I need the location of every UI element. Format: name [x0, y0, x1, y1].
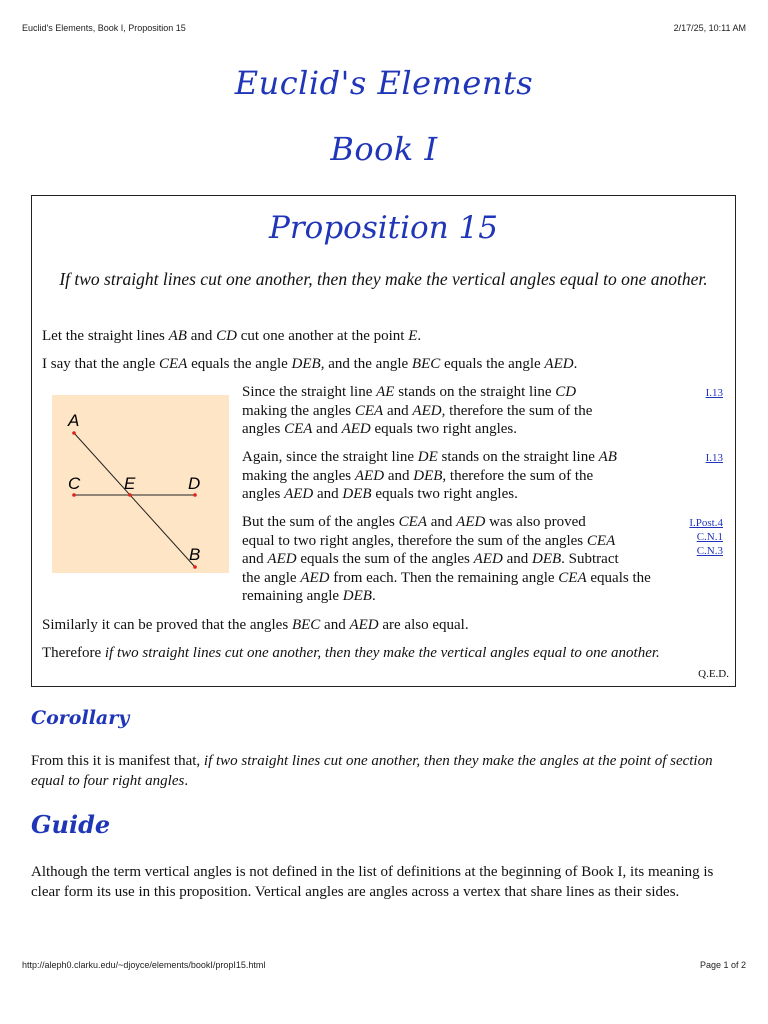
italic-term: E	[408, 328, 418, 344]
italic-term: CEA	[159, 356, 188, 372]
guide-text: Although the term vertical angles is not defined in the list of definitions at the beginning of Book I, its meaning is clear form its use in this proposition. Vertical angles are angles across a vertex that share lines as their sides.	[31, 864, 714, 900]
italic-term: AED	[349, 617, 379, 633]
reference-link[interactable]: I.Post.4	[689, 517, 723, 529]
italic-term: CEA	[558, 569, 587, 586]
italic-term: CEA	[586, 532, 616, 549]
proof-line: the angle AED from each. Then the remaining angle CEA equals the	[242, 569, 651, 586]
label-E: E	[124, 474, 136, 493]
proof-step-3	[242, 513, 682, 606]
print-header-datetime: 2/17/25, 10:11 AM	[673, 23, 746, 33]
proof-line: But the sum of the angles CEA and AED was also proved	[242, 514, 586, 530]
italic-term: AED	[456, 514, 486, 530]
reference-link[interactable]: C.N.3	[696, 545, 723, 557]
qed-mark: Q.E.D.	[698, 668, 729, 680]
proposition-figure	[52, 395, 229, 573]
italic-term: AED	[267, 551, 297, 567]
label-A: A	[68, 411, 80, 430]
label-B: B	[189, 545, 201, 564]
figure-diagram	[52, 395, 229, 573]
proof-step-1	[242, 383, 682, 439]
statement-setup: Let the straight lines AB and CD cut one another at the point E.	[42, 328, 422, 344]
page-title: Euclid's Elements	[234, 64, 534, 102]
proposition-title: Proposition 15	[269, 210, 498, 246]
book-title: Book I	[330, 130, 438, 168]
italic-term: AB	[168, 328, 187, 344]
print-footer-url: http://aleph0.clarku.edu/~djoyce/elements/bookI/propI15.html	[22, 960, 266, 970]
italic-term: CEA	[284, 421, 313, 437]
proposition-box	[31, 195, 736, 687]
reference-link[interactable]: I.13	[705, 387, 723, 399]
italic-term: DEB	[531, 551, 562, 567]
print-header-title: Euclid's Elements, Book I, Proposition 15	[22, 23, 186, 33]
proof-step-2	[242, 448, 682, 504]
proof-line: Since the straight line AE stands on the straight line CD	[242, 384, 577, 400]
italic-term: BEC	[411, 356, 441, 372]
proposition-enunciation: If two straight lines cut one another, then they make the vertical angles equal to one another.	[59, 269, 708, 289]
italic-term: AED	[354, 467, 385, 484]
corollary-heading: Corollary	[31, 707, 130, 729]
label-C: C	[68, 474, 81, 493]
proof-line: angles CEA and AED equals two right angles.	[242, 421, 517, 437]
italic-term: CD	[216, 328, 237, 344]
italic-term: AED	[284, 486, 314, 502]
italic-term: DEB	[342, 588, 372, 604]
italic-term: DEB	[291, 356, 321, 372]
similarly-statement: Similarly it can be proved that the angles BEC and AED are also equal.	[42, 617, 469, 633]
proof-line: remaining angle DEB.	[242, 588, 376, 604]
line-AB	[74, 433, 195, 567]
point-E	[128, 493, 132, 497]
proof-step-2-refs	[706, 451, 723, 465]
point-C	[72, 493, 76, 497]
italic-term: AE	[376, 384, 395, 400]
guide-heading: Guide	[31, 810, 111, 839]
italic-term: CEA	[398, 514, 427, 530]
point-D	[193, 493, 197, 497]
reference-link[interactable]: I.13	[705, 452, 723, 464]
label-D: D	[188, 474, 201, 493]
proof-line: and AED equals the sum of the angles AED and DEB. Subtract	[242, 551, 619, 567]
corollary-text: From this it is manifest that, if two straight lines cut one another, then they make the angles at the point of section equal to four right angles.	[31, 753, 713, 789]
point-B	[193, 565, 197, 569]
statement-claim: I say that the angle CEA equals the angle DEB, and the angle BEC equals the angle AED.	[42, 356, 578, 372]
italic-term: AED	[473, 551, 503, 567]
proof-line: making the angles AED and DEB, therefore the sum of the	[242, 467, 594, 484]
italic-term: AED	[341, 421, 371, 437]
point-A	[72, 431, 76, 435]
italic-term: DEB	[413, 467, 443, 484]
italic-term: AB	[598, 449, 617, 465]
italic-term: DEB	[342, 486, 372, 502]
proof-line: angles AED and DEB equals two right angles.	[242, 486, 518, 502]
print-footer	[22, 960, 746, 970]
italic-term: AED	[544, 356, 574, 372]
italic-term: if two straight lines cut one another, then they make the angles at the point of section equal to four right angles	[31, 753, 713, 789]
italic-term: AED	[412, 402, 442, 419]
proof-step-1-refs	[706, 386, 723, 400]
italic-term: CEA	[354, 402, 384, 419]
print-footer-page: Page 1 of 2	[699, 960, 746, 970]
italic-term: DE	[417, 449, 438, 465]
italic-term: if two straight lines cut one another, then they make the vertical angles equal to one another.	[104, 645, 660, 661]
italic-term: AED	[300, 569, 330, 586]
italic-term: BEC	[291, 617, 321, 633]
print-header	[22, 23, 746, 33]
italic-term: CD	[555, 384, 577, 400]
conclusion-statement: Therefore if two straight lines cut one another, then they make the vertical angles equal to one another.	[42, 645, 660, 661]
reference-link[interactable]: C.N.1	[696, 531, 723, 543]
proof-line: making the angles CEA and AED, therefore the sum of the	[242, 402, 593, 419]
proof-line: Again, since the straight line DE stands on the straight line AB	[242, 449, 617, 465]
proof-line: equal to two right angles, therefore the sum of the angles CEA	[242, 532, 616, 549]
proof-step-3-refs	[689, 516, 723, 558]
